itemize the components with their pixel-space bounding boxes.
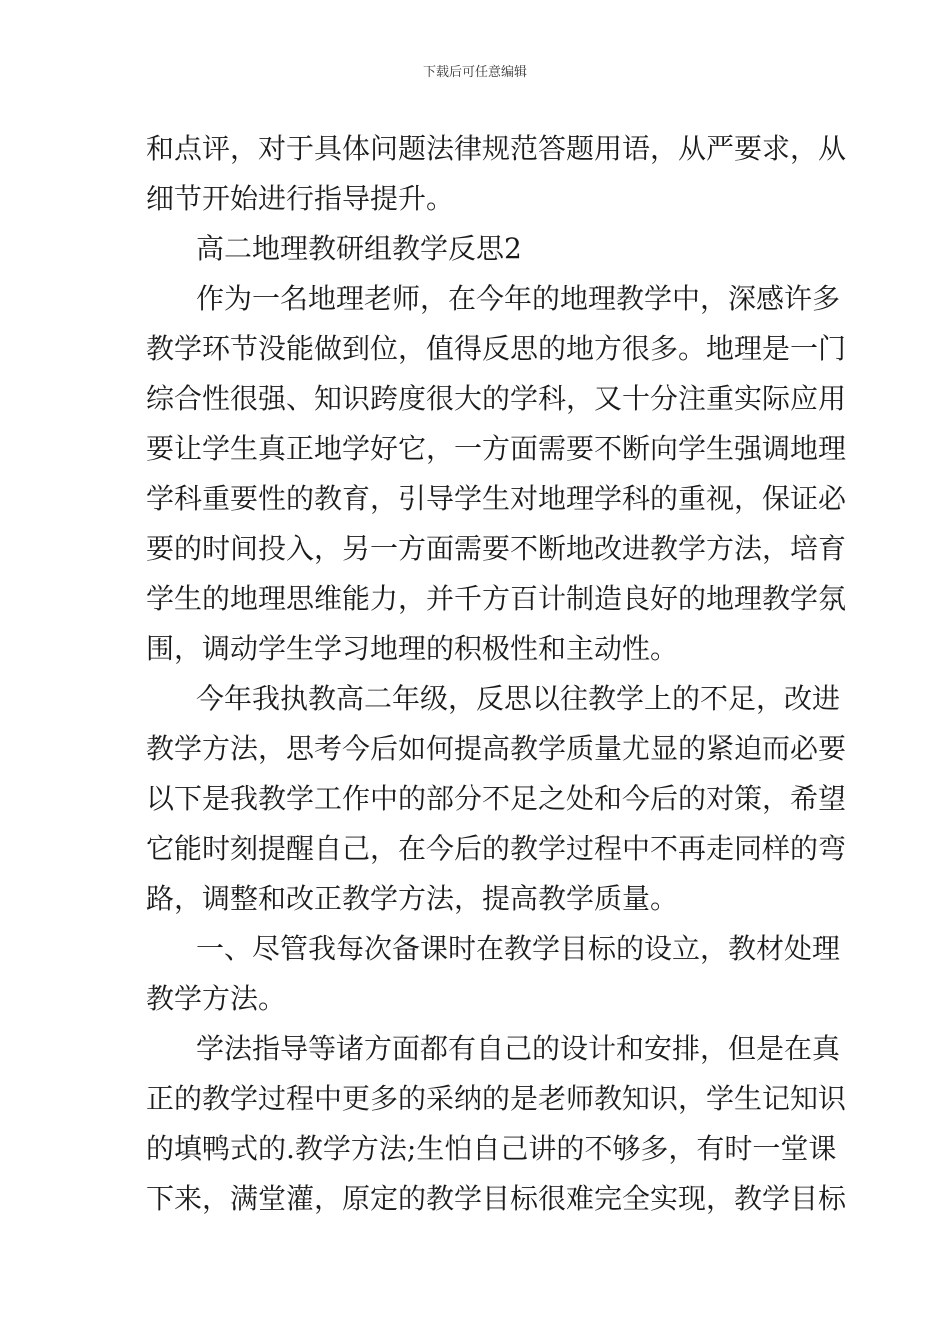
text-line: 教学方法，思考今后如何提高教学质量尤显的紧迫而必要	[146, 732, 847, 765]
text-line: 今年我执教高二年级，反思以往教学上的不足，改进	[196, 682, 841, 715]
text-line: 综合性很强、知识跨度很大的学科，又十分注重实际应用	[146, 382, 847, 415]
section-title: 高二地理教研组教学反思2	[196, 232, 522, 265]
text-line: 和点评，对于具体问题法律规范答题用语，从严要求，从	[146, 132, 847, 165]
text-line: 一、尽管我每次备课时在教学目标的设立，教材处理	[196, 932, 841, 965]
text-line: 下来，满堂灌，原定的教学目标很难完全实现，教学目标	[146, 1182, 847, 1215]
text-line: 它能时刻提醒自己，在今后的教学过程中不再走同样的弯	[146, 832, 847, 865]
text-line: 要的时间投入，另一方面需要不断地改进教学方法，培育	[146, 532, 847, 565]
text-line: 细节开始进行指导提升。	[146, 182, 455, 215]
page-header: 下载后可任意编辑	[422, 65, 527, 80]
text-line: 学生的地理思维能力，并千方百计制造良好的地理教学氛	[146, 582, 847, 615]
text-line: 围，调动学生学习地理的积极性和主动性。	[146, 632, 679, 665]
text-line: 以下是我教学工作中的部分不足之处和今后的对策，希望	[146, 782, 847, 815]
text-line: 作为一名地理老师，在今年的地理教学中，深感许多	[196, 282, 841, 315]
text-line: 要让学生真正地学好它，一方面需要不断向学生强调地理	[146, 432, 847, 465]
text-line: 学科重要性的教育，引导学生对地理学科的重视，保证必	[146, 482, 847, 515]
text-line: 正的教学过程中更多的采纳的是老师教知识，学生记知识	[146, 1082, 847, 1115]
text-line: 教学方法。	[146, 982, 287, 1015]
text-line: 的填鸭式的.教学方法;生怕自己讲的不够多，有时一堂课	[146, 1132, 837, 1165]
text-line: 学法指导等诸方面都有自己的设计和安排，但是在真	[196, 1032, 841, 1065]
text-line: 路，调整和改正教学方法，提高教学质量。	[146, 882, 679, 915]
text-line: 教学环节没能做到位，值得反思的地方很多。地理是一门	[146, 332, 847, 365]
